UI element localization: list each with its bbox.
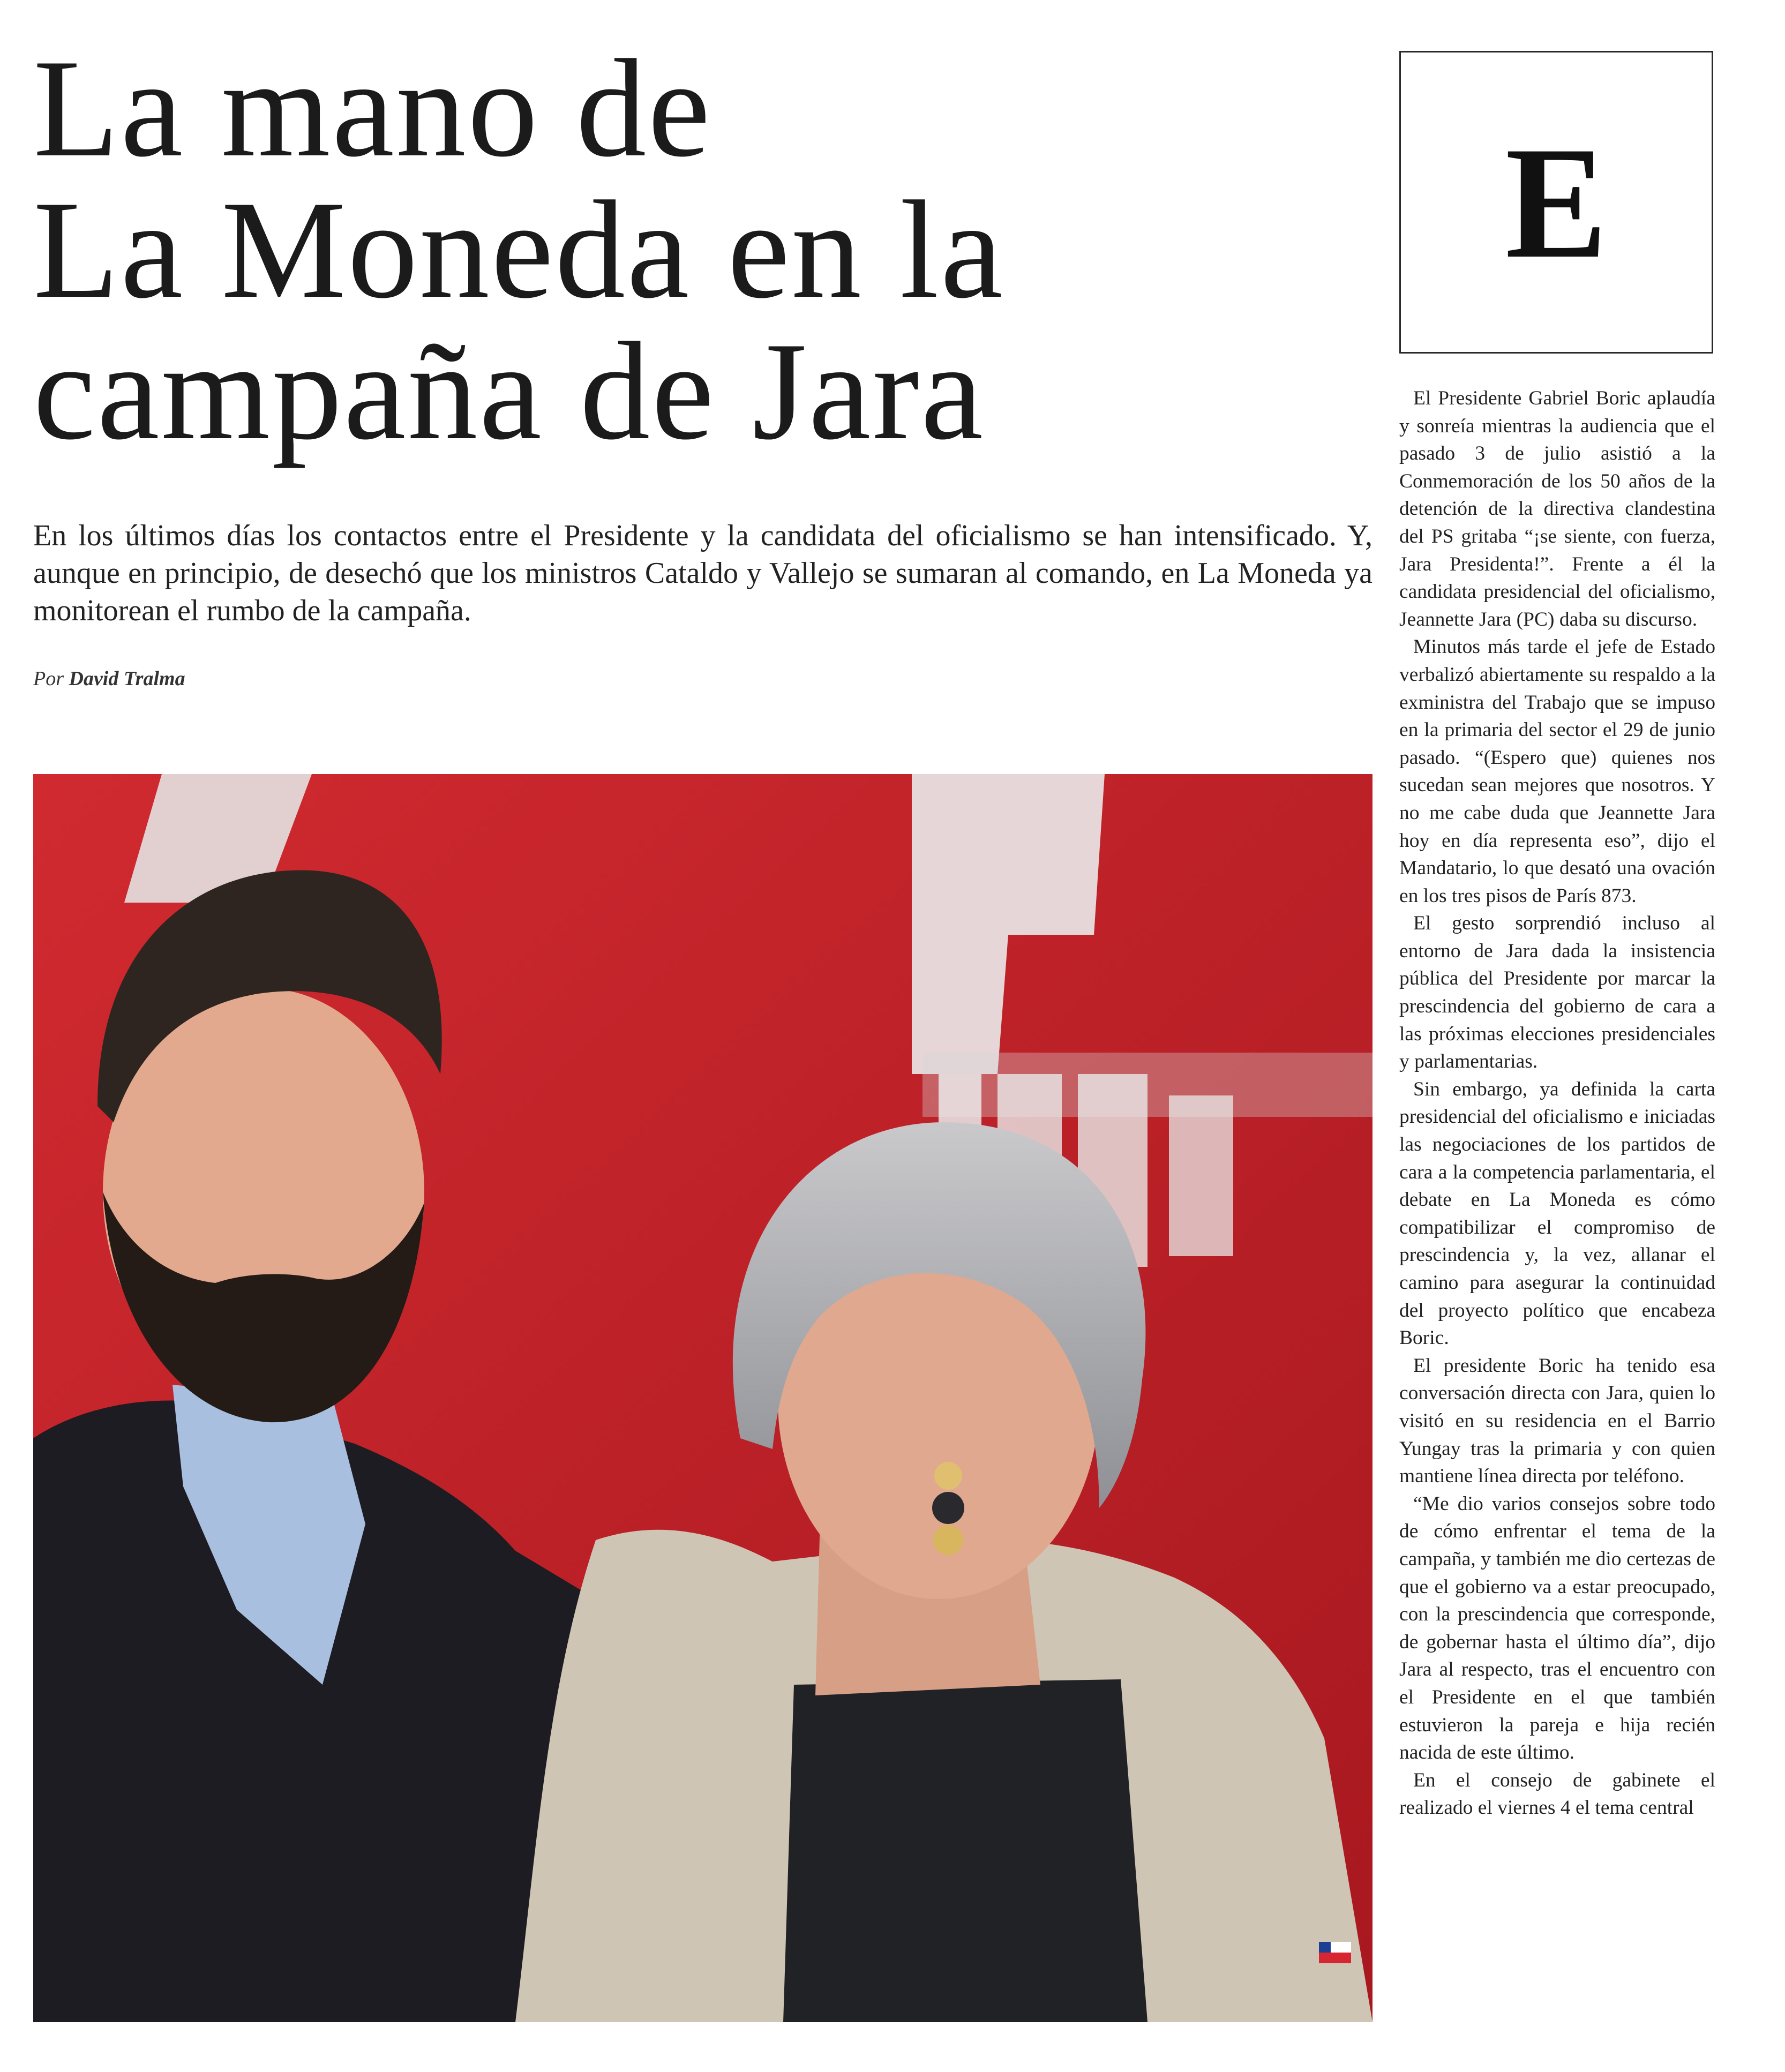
byline-author: David Tralma bbox=[69, 667, 185, 690]
headline-line-2: La Moneda en la bbox=[33, 172, 1004, 327]
body-paragraph: “Me dio varios consejos sobre todo de cómo enfrentar el tema de la campaña, y también me dio certezas de que el gobierno va a estar preocupado, con la prescindencia que corresponde, de gobernar hasta el último día”, dijo Jara al respecto, tras el encuentro con el Presidente en el que también estuvieron la pareja e hija recién nacida de este último. bbox=[1399, 1492, 1715, 1764]
headline-line-3: campaña de Jara bbox=[33, 313, 985, 469]
body-paragraph: El presidente Boric ha tenido esa conversación directa con Jara, quien lo visitó en su residencia en el Barrio Yungay tras la primaria y con quien mantiene línea directa por teléfono. bbox=[1399, 1354, 1715, 1488]
publication-logo-box bbox=[1399, 51, 1713, 354]
body-paragraph: En el consejo de gabinete el realizado el viernes 4 el tema central bbox=[1399, 1769, 1715, 1819]
article-photo bbox=[33, 774, 1372, 2022]
body-paragraph: El Presidente Gabriel Boric aplaudía y sonreía mientras la audiencia que el pasado 3 de julio asistió a la Conmemoración de los 50 años de la detención de la directiva clandestina del PS gritaba “¡se siente, con fuerza, Jara Presidenta!”. Frente a él la candidata presidencial del oficialismo, Jeannette Jara (PC) daba su discurso. bbox=[1399, 387, 1715, 630]
publication-logo-letter: E bbox=[1505, 113, 1608, 291]
body-paragraph: Sin embargo, ya definida la carta presidencial del oficialismo e iniciadas las negociaciones de los partidos de cara a la competencia parlamentaria, el debate en La Moneda es cómo compatibilizar el compromiso de prescindencia y, la vez, allanar el camino para asegurar la continuidad del proyecto político que encabeza Boric. bbox=[1399, 1078, 1715, 1349]
body-paragraph: Minutos más tarde el jefe de Estado verbalizó abiertamente su respaldo a la exministra del Trabajo que se impuso en la primaria del sector el 29 de junio pasado. “(Espero que) quienes nos sucedan sean mejores que nosotros. Y no me cabe duda que Jeannette Jara hoy en día representa eso”, dijo el Mandatario, lo que desató una ovación en los tres pisos de París 873. bbox=[1399, 636, 1715, 907]
headline-line-1: La mano de bbox=[33, 31, 712, 186]
article-deck: En los últimos días los contactos entre el Presidente y la candidata del oficialismo se han intensificado. Y, aunque en principio, de desechó que los ministros Cataldo y Vallejo se sumaran al comando, en La Moneda ya monitorean el rumbo de la campaña. bbox=[33, 519, 1372, 627]
article-body-column bbox=[1399, 385, 1715, 2061]
byline-prefix: Por bbox=[33, 667, 64, 690]
headline bbox=[33, 31, 1356, 469]
byline bbox=[33, 667, 185, 690]
press-photo-illustration bbox=[33, 774, 1372, 2022]
body-paragraph: El gesto sorprendió incluso al entorno de Jara dada la insistencia pública del Presidente por marcar la prescindencia del gobierno de cara a las próximas elecciones presidenciales y parlamentarias. bbox=[1399, 912, 1715, 1073]
